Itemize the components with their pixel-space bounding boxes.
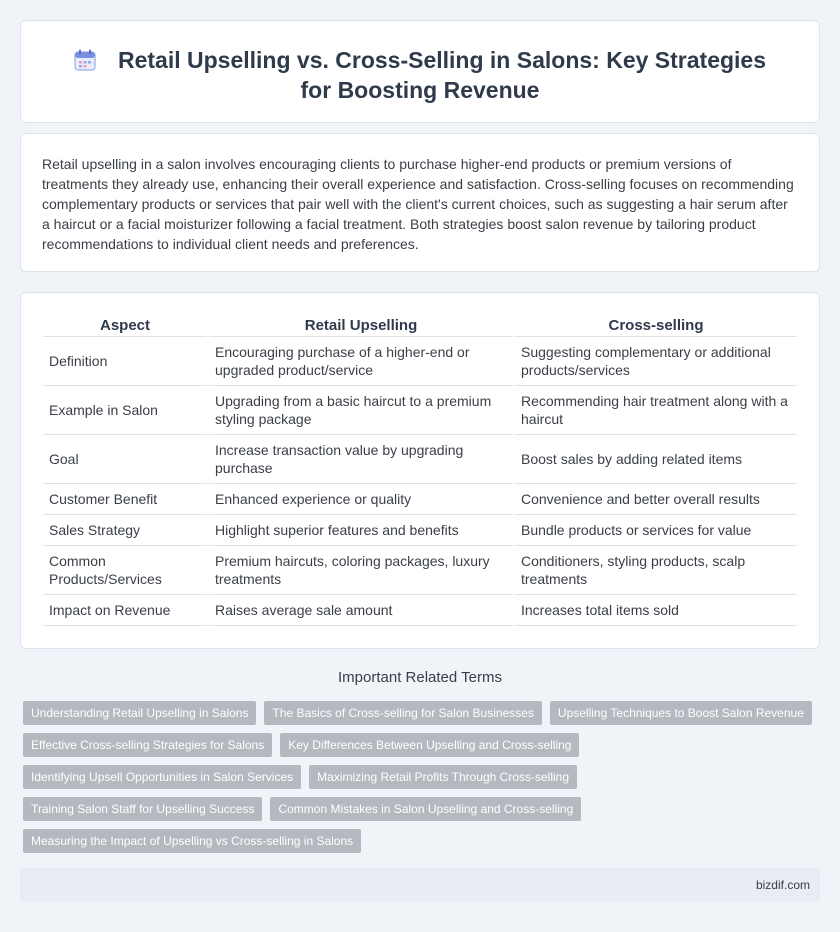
related-terms-list (23, 701, 813, 853)
related-term-tag[interactable]: Training Salon Staff for Upselling Success (23, 797, 262, 821)
table-row (43, 546, 797, 595)
table-row (43, 386, 797, 435)
related-term-tag[interactable]: Common Mistakes in Salon Upselling and Cross-selling (270, 797, 581, 821)
row-aspect: Definition (43, 337, 207, 386)
table-row (43, 484, 797, 515)
comparison-table (41, 311, 799, 626)
related-term-tag[interactable]: The Basics of Cross-selling for Salon Businesses (264, 701, 541, 725)
page-title (21, 45, 819, 105)
intro-card (20, 133, 820, 272)
related-term-tag[interactable]: Upselling Techniques to Boost Salon Revenue (550, 701, 812, 725)
related-terms-heading: Important Related Terms (338, 669, 502, 686)
table-row (43, 595, 797, 626)
header-retail-upselling: Retail Upselling (209, 311, 513, 337)
row-aspect: Impact on Revenue (43, 595, 207, 626)
related-term-tag[interactable]: Identifying Upsell Opportunities in Salon Services (23, 765, 301, 789)
table-header-row (43, 311, 797, 337)
row-upselling: Upgrading from a basic haircut to a premium styling package (209, 386, 513, 435)
table-row (43, 337, 797, 386)
row-upselling: Enhanced experience or quality (209, 484, 513, 515)
row-cross-selling: Suggesting complementary or additional products/services (515, 337, 797, 386)
related-term-tag[interactable]: Maximizing Retail Profits Through Cross-selling (309, 765, 577, 789)
row-aspect: Common Products/Services (43, 546, 207, 595)
related-term-tag[interactable]: Effective Cross-selling Strategies for Salons (23, 733, 272, 757)
row-upselling: Raises average sale amount (209, 595, 513, 626)
row-upselling: Increase transaction value by upgrading purchase (209, 435, 513, 484)
site-link[interactable]: bizdif.com (755, 878, 810, 892)
related-term-tag[interactable]: Key Differences Between Upselling and Cross-selling (280, 733, 579, 757)
title-card (20, 20, 820, 123)
row-cross-selling: Convenience and better overall results (515, 484, 797, 515)
page-title-text: Retail Upselling vs. Cross-Selling in Salons: Key Strategies for Boosting Revenue (117, 47, 767, 103)
header-cross-selling: Cross-selling (515, 311, 797, 337)
row-aspect: Customer Benefit (43, 484, 207, 515)
intro-paragraph: Retail upselling in a salon involves encouraging clients to purchase higher-end products or premium versions of treatments they already use, enhancing their overall experience and satisfaction. Cross-selling focuses on recommending complementary products or services that pair well with the client's current choices, such as suggesting a hair serum after a haircut or a facial moisturizer following a facial treatment. Both strategies boost salon revenue by tailoring product recommendations to individual client needs and preferences. (42, 156, 794, 252)
header-aspect: Aspect (43, 311, 207, 337)
row-aspect: Sales Strategy (43, 515, 207, 546)
calendar-icon (74, 49, 96, 71)
table-row (43, 515, 797, 546)
row-cross-selling: Recommending hair treatment along with a haircut (515, 386, 797, 435)
row-cross-selling: Conditioners, styling products, scalp treatments (515, 546, 797, 595)
table-row (43, 435, 797, 484)
row-upselling: Encouraging purchase of a higher-end or upgraded product/service (209, 337, 513, 386)
footer (20, 868, 820, 902)
row-upselling: Premium haircuts, coloring packages, luxury treatments (209, 546, 513, 595)
related-term-tag[interactable]: Measuring the Impact of Upselling vs Cross-selling in Salons (23, 829, 361, 853)
row-aspect: Example in Salon (43, 386, 207, 435)
related-term-tag[interactable]: Understanding Retail Upselling in Salons (23, 701, 256, 725)
row-upselling: Highlight superior features and benefits (209, 515, 513, 546)
row-cross-selling: Boost sales by adding related items (515, 435, 797, 484)
row-aspect: Goal (43, 435, 207, 484)
row-cross-selling: Bundle products or services for value (515, 515, 797, 546)
comparison-card (20, 292, 820, 649)
row-cross-selling: Increases total items sold (515, 595, 797, 626)
